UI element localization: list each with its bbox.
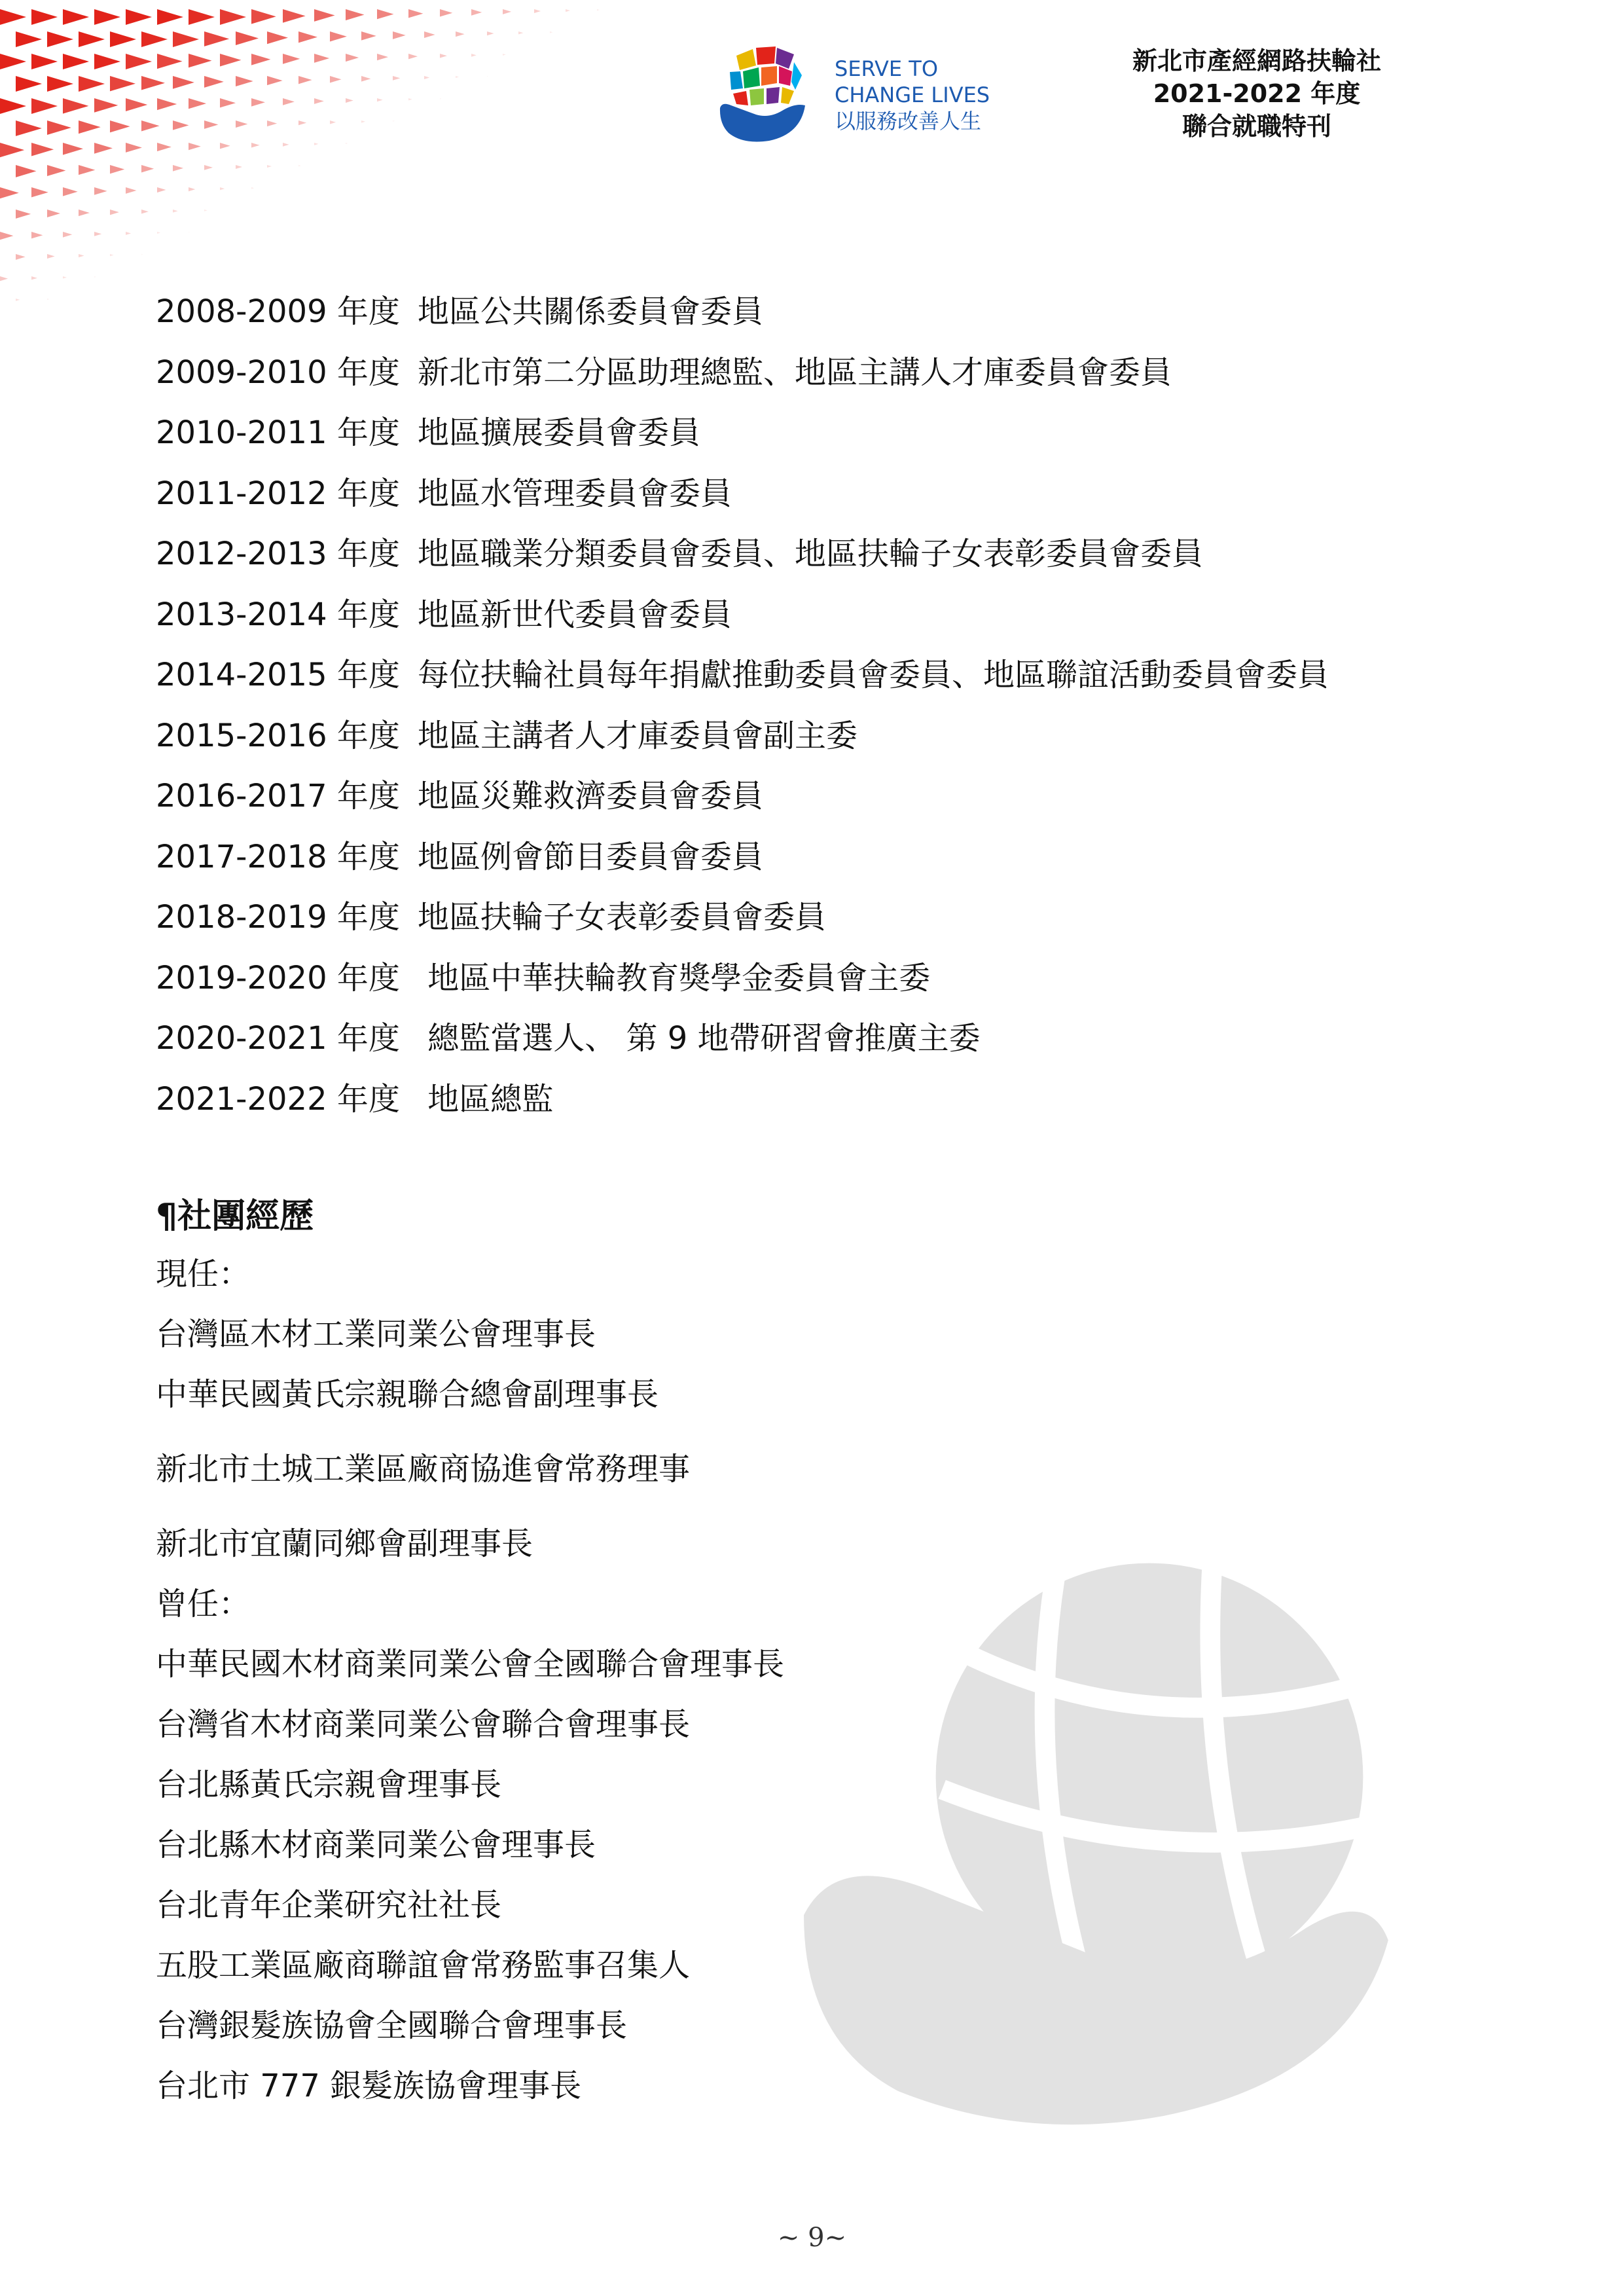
logo-line-1: SERVE TO bbox=[835, 56, 939, 81]
logo-line-3: 以服務改善人生 bbox=[835, 109, 982, 134]
timeline-row bbox=[156, 282, 1329, 342]
header-year: 2021-2022 年度 bbox=[1153, 79, 1361, 108]
timeline-role: 地區主講者人才庫委員會副主委 bbox=[418, 717, 858, 754]
list-item: 台北市 777 銀髮族協會理事長 bbox=[156, 2068, 582, 2104]
current-label: 現任： bbox=[156, 1256, 251, 1292]
timeline-role: 地區水管理委員會委員 bbox=[418, 475, 732, 512]
list-item: 台北縣木材商業同業公會理事長 bbox=[156, 1827, 596, 1863]
timeline-role: 地區扶輪子女表彰委員會委員 bbox=[418, 899, 827, 936]
list-item: 台灣銀髮族協會全國聯合會理事長 bbox=[156, 2007, 628, 2044]
timeline-role: 地區總監 bbox=[418, 1080, 554, 1118]
list-item: 台灣省木材商業同業公會聯合會理事長 bbox=[156, 1706, 691, 1743]
timeline-role: 每位扶輪社員每年捐獻推動委員會委員、地區聯誼活動委員會委員 bbox=[418, 657, 1329, 693]
list-item: 中華民國木材商業同業公會全國聯合會理事長 bbox=[156, 1646, 785, 1683]
timeline-row bbox=[156, 645, 1329, 706]
timeline-row bbox=[156, 464, 1329, 524]
timeline-year: 2009-2010 年度 bbox=[156, 354, 400, 391]
list-item: 新北市土城工業區廠商協進會常務理事 bbox=[156, 1451, 691, 1487]
timeline-year: 2019-2020 年度 bbox=[156, 959, 400, 996]
list-item: 中華民國黃氏宗親聯合總會副理事長 bbox=[156, 1376, 659, 1413]
timeline-row bbox=[156, 1069, 1329, 1130]
corner-pattern bbox=[0, 0, 687, 321]
list-item: 台北青年企業研究社社長 bbox=[156, 1887, 502, 1923]
timeline-year: 2016-2017 年度 bbox=[156, 778, 400, 814]
timeline-year: 2018-2019 年度 bbox=[156, 899, 400, 936]
timeline-row bbox=[156, 766, 1329, 827]
club-experience-list bbox=[156, 1244, 784, 2116]
timeline-row bbox=[156, 403, 1329, 464]
timeline-year: 2021-2022 年度 bbox=[156, 1080, 400, 1118]
club-name: 新北市產經網路扶輪社 bbox=[1132, 46, 1381, 75]
timeline-row bbox=[156, 827, 1329, 888]
timeline-year: 2011-2012 年度 bbox=[156, 475, 400, 512]
timeline-row bbox=[156, 706, 1329, 767]
district-service-timeline bbox=[156, 282, 1329, 1129]
past-label: 曾任： bbox=[156, 1586, 251, 1622]
timeline-row bbox=[156, 887, 1329, 948]
timeline-year: 2017-2018 年度 bbox=[156, 838, 400, 875]
timeline-year: 2014-2015 年度 bbox=[156, 657, 400, 693]
logo-tagline bbox=[835, 56, 990, 134]
list-item: 新北市宜蘭同鄉會副理事長 bbox=[156, 1525, 533, 1562]
list-item: 台北縣黃氏宗親會理事長 bbox=[156, 1766, 502, 1803]
publication-title: 聯合就職特刊 bbox=[1182, 112, 1331, 141]
list-item: 五股工業區廠商聯誼會常務監事召集人 bbox=[156, 1947, 691, 1984]
timeline-role: 總監當選人、 第 9 地帶研習會推廣主委 bbox=[418, 1020, 981, 1057]
timeline-role: 地區例會節目委員會委員 bbox=[418, 838, 764, 875]
page-number: ~ 9~ bbox=[777, 2223, 847, 2253]
timeline-year: 2013-2014 年度 bbox=[156, 596, 400, 633]
timeline-row bbox=[156, 342, 1329, 403]
logo-line-2: CHANGE LIVES bbox=[835, 82, 990, 107]
section-title-club-experience: ¶社團經歷 bbox=[156, 1197, 314, 1236]
timeline-role: 地區災難救濟委員會委員 bbox=[418, 778, 764, 814]
timeline-role: 地區職業分類委員會委員、地區扶輪子女表彰委員會委員 bbox=[418, 536, 1204, 572]
globe-hand-watermark-icon bbox=[772, 1525, 1401, 2154]
timeline-row bbox=[156, 524, 1329, 585]
timeline-year: 2012-2013 年度 bbox=[156, 536, 400, 572]
timeline-role: 地區公共關係委員會委員 bbox=[418, 293, 764, 330]
timeline-role: 新北市第二分區助理總監、地區主講人才庫委員會委員 bbox=[418, 354, 1172, 391]
timeline-role: 地區中華扶輪教育獎學金委員會主委 bbox=[418, 959, 931, 996]
page-header bbox=[1080, 45, 1434, 143]
timeline-role: 地區擴展委員會委員 bbox=[418, 414, 701, 451]
timeline-year: 2008-2009 年度 bbox=[156, 293, 400, 330]
timeline-year: 2020-2021 年度 bbox=[156, 1020, 400, 1057]
list-item: 台灣區木材工業同業公會理事長 bbox=[156, 1316, 596, 1353]
timeline-row bbox=[156, 585, 1329, 646]
timeline-role: 地區新世代委員會委員 bbox=[418, 596, 732, 633]
timeline-year: 2015-2016 年度 bbox=[156, 717, 400, 754]
timeline-row bbox=[156, 948, 1329, 1009]
timeline-year: 2010-2011 年度 bbox=[156, 414, 400, 451]
timeline-row bbox=[156, 1008, 1329, 1069]
